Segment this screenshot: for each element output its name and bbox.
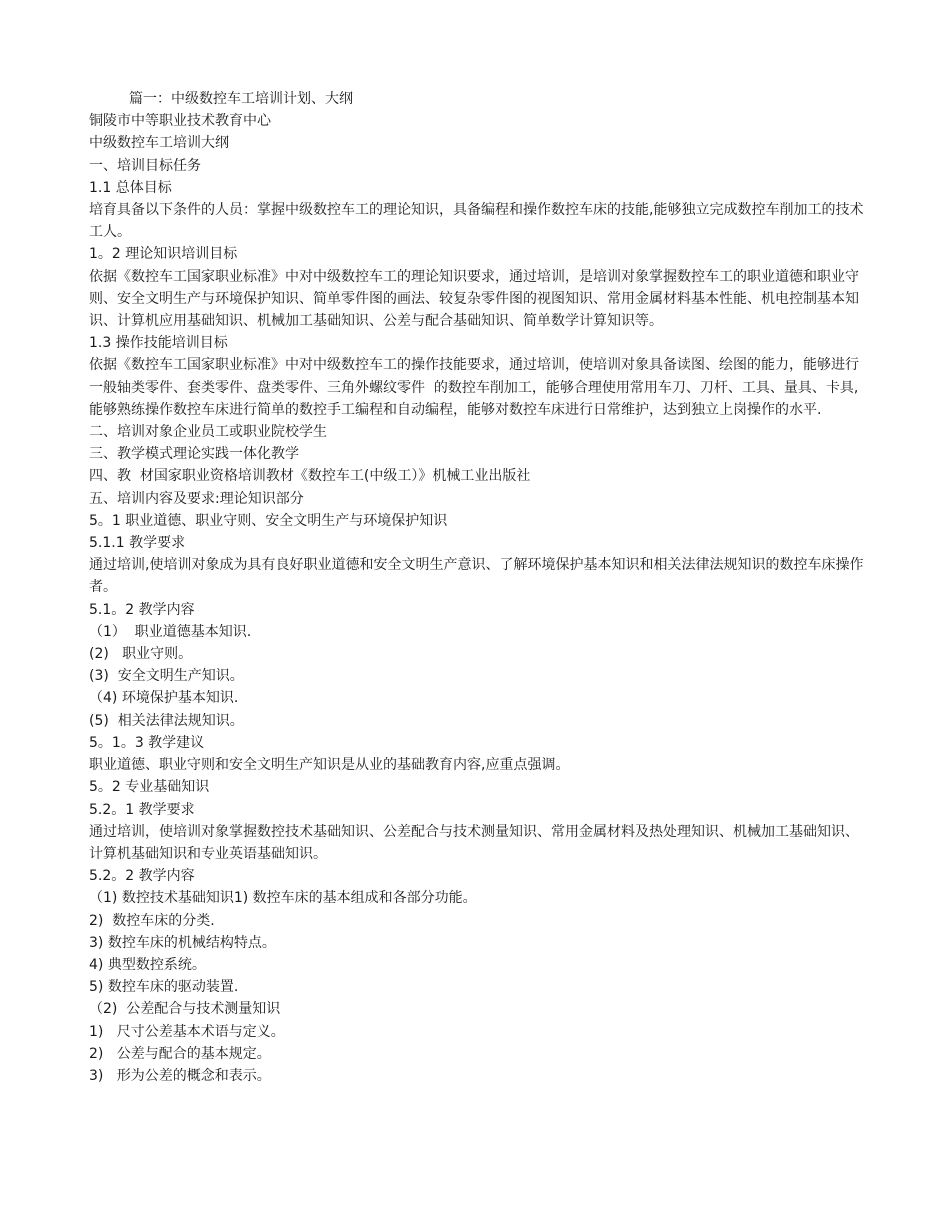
paragraph: 培育具备以下条件的人员：掌握中级数控车工的理论知识，具备编程和操作数控车床的技能,能够独立完成数控车削加工的技术工人。 <box>89 202 864 241</box>
list-item: (3) 安全文明生产知识。 <box>89 668 244 685</box>
list-item: (5) 相关法律法规知识。 <box>89 712 244 729</box>
list-item: 2) 公差与配合的基本规定。 <box>89 1045 271 1062</box>
paragraph: 通过培训,使培训对象成为具有良好职业道德和安全文明生产意识、了解环境保护基本知识和相关法律法规知识的数控车床操作者。 <box>89 557 864 596</box>
list-item: （1) 数控技术基础知识1) 数控车床的基本组成和各部分功能。 <box>89 890 477 907</box>
subsection-heading: 5。1 职业道德、职业守则、安全文明生产与环境保护知识 <box>89 512 448 529</box>
document-page <box>89 88 864 1087</box>
section-heading: 三、教学模式理论实践一体化教学 <box>89 446 299 463</box>
list-item: 4) 典型数控系统。 <box>89 956 206 973</box>
subsection-heading: 5.1.1 教学要求 <box>89 535 186 552</box>
subsection-heading: 5.2。1 教学要求 <box>89 801 195 818</box>
list-item: 3) 形为公差的概念和表示。 <box>89 1067 271 1084</box>
subsection-heading: 5.2。2 教学内容 <box>89 868 195 885</box>
list-item: （4) 环境保护基本知识. <box>89 690 239 707</box>
list-item: （1） 职业道德基本知识. <box>89 623 252 640</box>
section-heading: 二、培训对象企业员工或职业院校学生 <box>89 424 327 441</box>
list-item: 1) 尺寸公差基本术语与定义。 <box>89 1023 285 1040</box>
text-line: 中级数控车工培训大纲 <box>89 135 229 152</box>
list-item: 2) 数控车床的分类. <box>89 912 215 929</box>
section-heading: 五、培训内容及要求:理论知识部分 <box>89 490 304 507</box>
subsection-heading: 1。2 理论知识培训目标 <box>89 246 238 263</box>
subsection-heading: 5.1。2 教学内容 <box>89 601 195 618</box>
section-heading: 四、教 材国家职业资格培训教材《数控车工(中级工）》机械工业出版社 <box>89 468 531 485</box>
list-item: 5) 数控车床的驱动装置. <box>89 979 239 996</box>
list-item: （2) 公差配合与技术测量知识 <box>89 1001 281 1018</box>
paragraph: 职业道德、职业守则和安全文明生产知识是从业的基础教育内容,应重点强调。 <box>89 757 570 774</box>
section-heading: 一、培训目标任务 <box>89 157 201 174</box>
subsection-heading: 5。2 专业基础知识 <box>89 779 210 796</box>
paragraph: 依据《数控车工国家职业标准》中对中级数控车工的操作技能要求，通过培训，使培训对象具备读图、绘图的能力，能够进行一般轴类零件、套类零件、盘类零件、三角外螺纹零件 的数控车削加工，能够合理使用常用车刀、刀杆、工具、量具、卡具,能够熟练操作数控车床进行简单的数控手工编程和自动编程，能够对数控车床进行日常维护，达到独立上岗操作的水平. <box>89 357 859 418</box>
document-title: 篇一：中级数控车工培训计划、大纲 <box>129 91 353 107</box>
paragraph: 依据《数控车工国家职业标准》中对中级数控车工的理论知识要求，通过培训，是培训对象掌握数控车工的职业道德和职业守则、安全文明生产与环境保护知识、简单零件图的画法、较复杂零件图的视图知识、常用金属材料基本性能、机电控制基本知识、计算机应用基础知识、机械加工基础知识、公差与配合基础知识、简单数学计算知识等。 <box>89 268 859 330</box>
subsection-heading: 5。1。3 教学建议 <box>89 734 205 751</box>
paragraph: 通过培训，使培训对象掌握数控技术基础知识、公差配合与技术测量知识、常用金属材料及热处理知识、机械加工基础知识、计算机基础知识和专业英语基础知识。 <box>89 823 859 862</box>
subsection-heading: 1.1 总体目标 <box>89 179 172 196</box>
text-line: 铜陵市中等职业技术教育中心 <box>89 113 271 130</box>
list-item: (2) 职业守则。 <box>89 646 193 663</box>
subsection-heading: 1.3 操作技能培训目标 <box>89 335 228 352</box>
list-item: 3) 数控车床的机械结构特点。 <box>89 934 276 951</box>
